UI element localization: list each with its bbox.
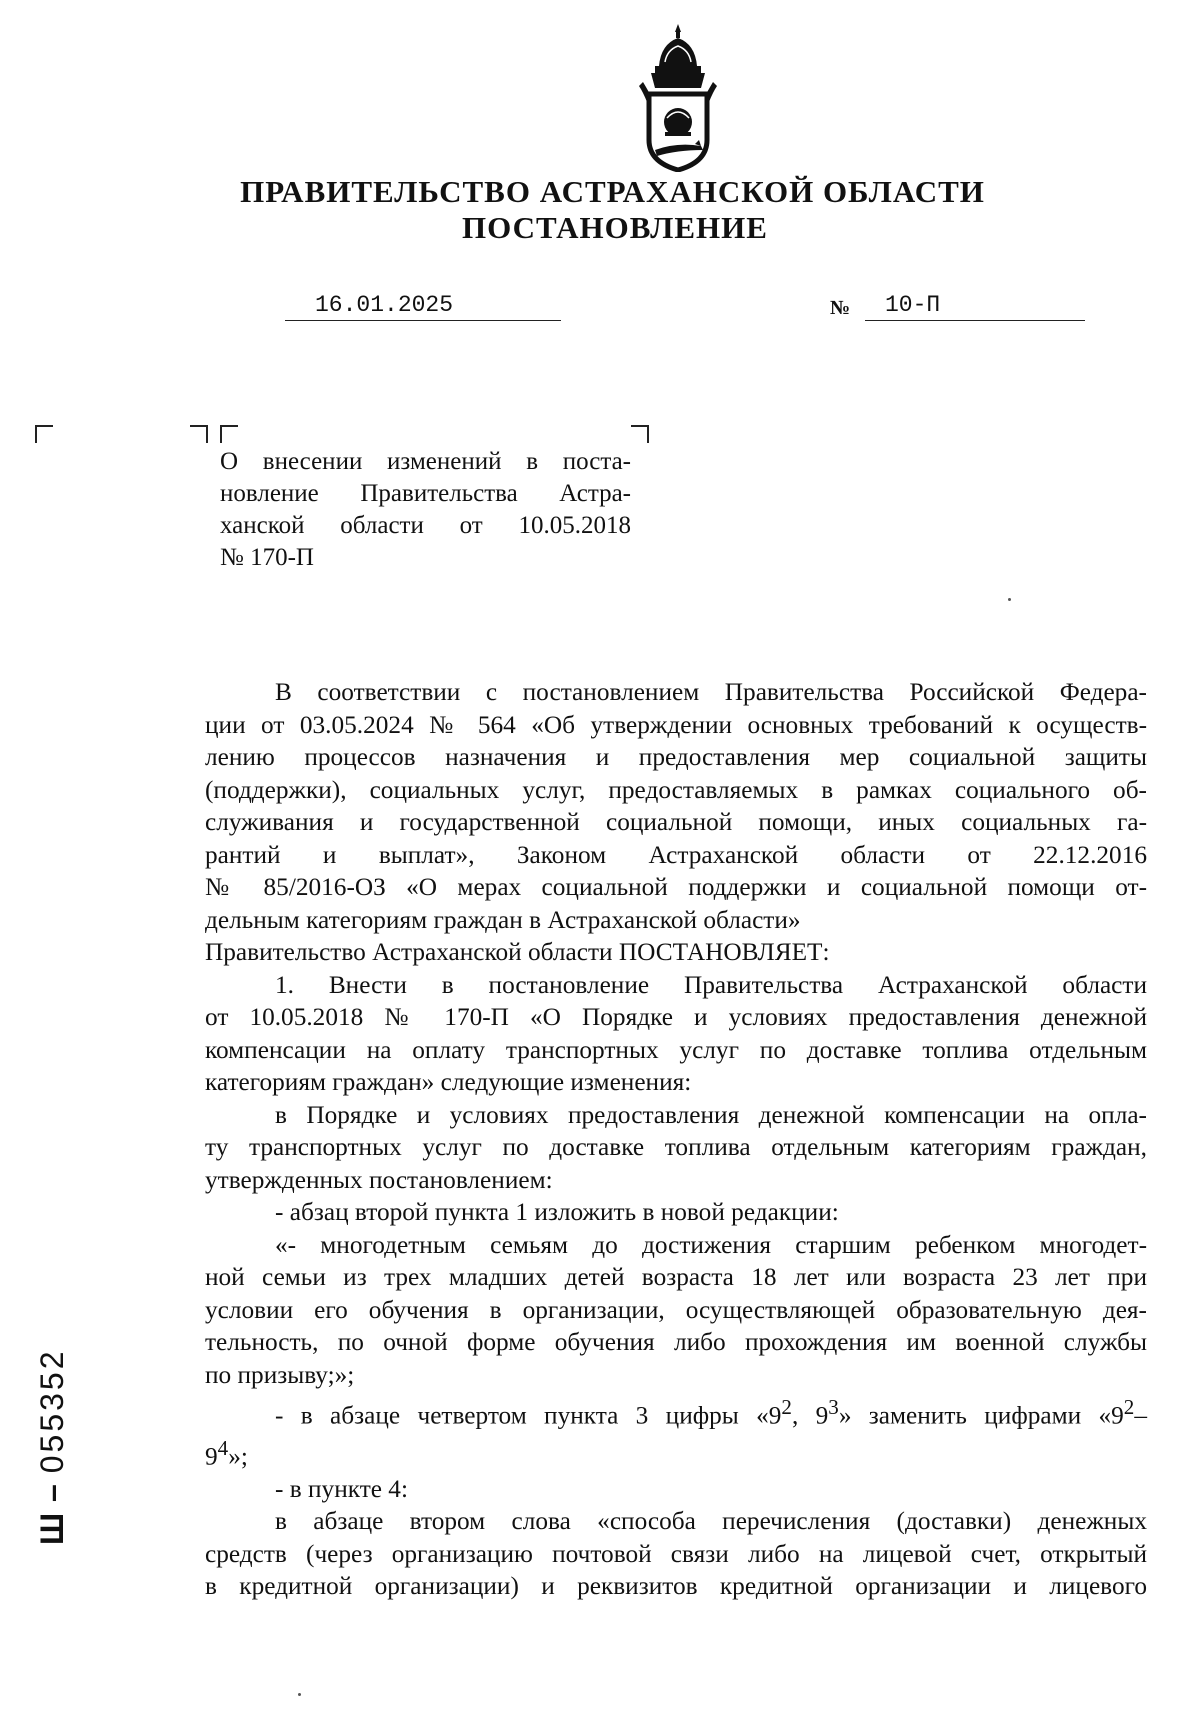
serial-prefix: Ш – [34, 1483, 70, 1545]
subject-line: № 170-П [220, 544, 314, 571]
body-line: (поддержки), социальных услуг, предоставляемых в рамках социального об- [205, 775, 1147, 804]
body-line: условии его обучения в организации, осуществляющей образовательную дея- [205, 1295, 1147, 1324]
document-number: 10-П [885, 292, 941, 318]
serial-number: 055352 [34, 1348, 70, 1474]
corner-bracket-icon [35, 425, 53, 443]
date-field [285, 290, 561, 321]
margin-serial-number [34, 1348, 71, 1545]
body-line: - абзац второй пункта 1 изложить в новой редакции: [275, 1198, 839, 1226]
document-body [205, 676, 1147, 1603]
superscript: 4 [217, 1435, 229, 1460]
corner-bracket-icon [220, 425, 238, 443]
resolution-line: Правительство Астраханской области ПОСТАНОВЛЯЕТ: [205, 938, 830, 966]
corner-bracket-icon [631, 425, 649, 443]
document-type-title: ПОСТАНОВЛЕНИЕ [462, 210, 768, 245]
superscript: 2 [1123, 1395, 1135, 1419]
body-line: ции от 03.05.2024 № 564 «Об утверждении основных требований к осуществ- [205, 710, 1147, 739]
scan-speck [1008, 598, 1011, 601]
subject-line: О внесении изменений в поста- [220, 448, 631, 475]
text-fragment: - в абзаце четвертом пункта 3 цифры «9 [275, 1401, 782, 1430]
body-line: ной семьи из трех младших детей возраста 18 лет или возраста 23 лет при [205, 1263, 1147, 1291]
body-line: «- многодетным семьям до достижения старшим ребенком многодет- [275, 1230, 1147, 1259]
coat-of-arms-icon [637, 22, 719, 172]
body-line: 1. Внести в постановление Правительства Астраханской области [275, 970, 1147, 999]
scan-speck [298, 1693, 301, 1696]
document-date: 16.01.2025 [315, 292, 454, 318]
body-line: категориям граждан» следующие изменения: [205, 1068, 692, 1096]
subject-line: новление Правительства Астра- [220, 480, 631, 507]
body-line: по призыву;»; [205, 1360, 355, 1389]
text-fragment: »; [228, 1442, 248, 1471]
body-line: тельность, по очной форме обучения либо прохождения им военной службы [205, 1328, 1147, 1356]
text-fragment: » заменить цифрами «9 [838, 1401, 1124, 1430]
body-line: в Порядке и условиях предоставления денежной компенсации на опла- [275, 1100, 1147, 1129]
superscript: 2 [781, 1395, 792, 1419]
organization-title: ПРАВИТЕЛЬСТВО АСТРАХАНСКОЙ ОБЛАСТИ [240, 174, 985, 209]
body-line: - в пункте 4: [275, 1474, 408, 1503]
body-line: лению процессов назначения и предоставления мер социальной защиты [205, 743, 1147, 771]
body-line: средств (через организацию почтовой связи либо на лицевой счет, открытый [205, 1539, 1147, 1568]
text-fragment: , 9 [791, 1401, 829, 1430]
number-field [865, 290, 1085, 321]
superscript: 3 [828, 1395, 839, 1419]
body-line: дельным категориям граждан в Астраханской области» [205, 905, 801, 934]
body-line-with-superscripts [205, 1432, 1147, 1473]
body-line-with-superscripts [205, 1391, 1147, 1432]
body-line: в кредитной организации) и реквизитов кредитной организации и лицевого [205, 1572, 1147, 1601]
body-line: служивания и государственной социальной помощи, иных социальных га- [205, 808, 1147, 836]
corner-bracket-icon [190, 425, 208, 443]
body-line: № 85/2016-ОЗ «О мерах социальной поддержки и социальной помощи от- [205, 873, 1147, 901]
body-line: ту транспортных услуг по доставке топлива отдельным категориям граждан, [205, 1133, 1147, 1161]
body-line: рантий и выплат», Законом Астраханской области от 22.12.2016 [205, 840, 1147, 869]
body-line: утвержденных постановлением: [205, 1165, 553, 1194]
number-sign: № [830, 297, 851, 319]
text-fragment: 9 [205, 1442, 218, 1471]
subject-line: ханской области от 10.05.2018 [220, 512, 631, 539]
body-line: в абзаце втором слова «способа перечисления (доставки) денежных [275, 1507, 1147, 1536]
body-line: компенсации на оплату транспортных услуг по доставке топлива отдельным [205, 1035, 1147, 1064]
body-line: В соответствии с постановлением Правительства Российской Федера- [275, 678, 1147, 706]
text-fragment: – [1134, 1401, 1147, 1430]
document-subject [220, 446, 631, 574]
body-line: от 10.05.2018 № 170-П «О Порядке и условиях предоставления денежной [205, 1003, 1147, 1031]
